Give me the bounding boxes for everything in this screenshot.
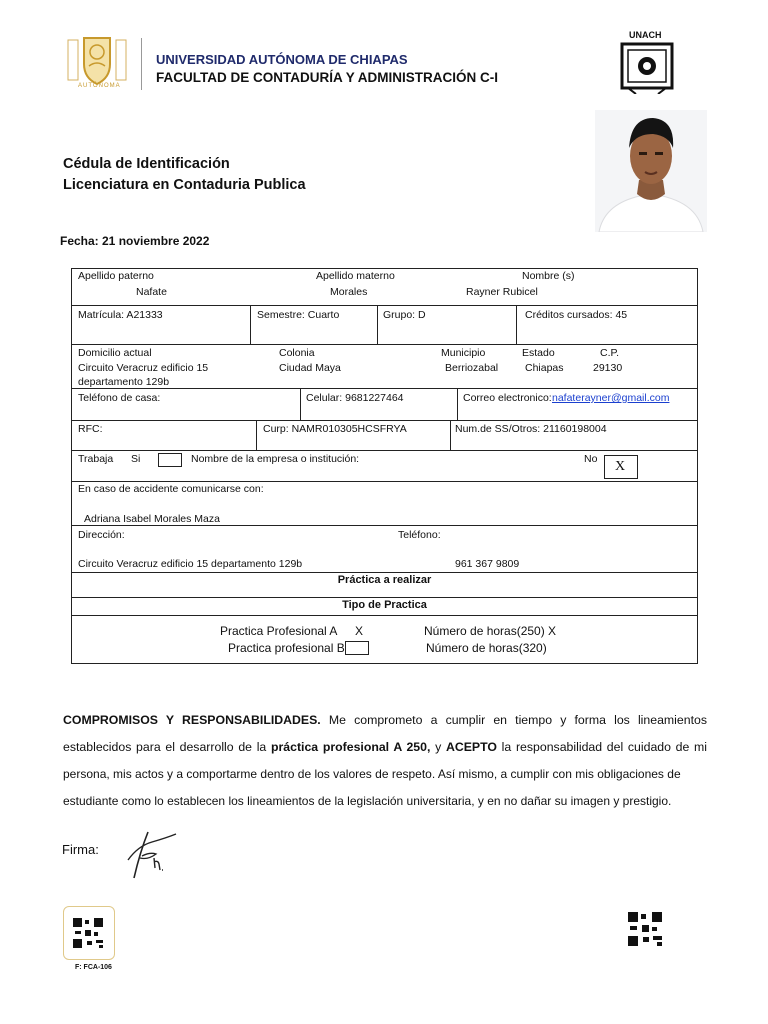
nombre-value: Rayner Rubicel bbox=[466, 286, 538, 298]
commitment-line-1 bbox=[63, 707, 707, 734]
footer-code: F: FCA-106 bbox=[75, 964, 112, 971]
apellido-paterno-label: Apellido paterno bbox=[78, 270, 154, 282]
university-name: UNIVERSIDAD AUTÓNOMA DE CHIAPAS bbox=[156, 52, 408, 67]
municipio-label: Municipio bbox=[441, 347, 486, 359]
rfc-field: RFC: bbox=[78, 423, 103, 435]
telefono-label: Teléfono: bbox=[398, 529, 441, 541]
accidente-label: En caso de accidente comunicarse con: bbox=[78, 483, 264, 495]
apellido-paterno-value: Nafate bbox=[136, 286, 167, 298]
trabaja-label: Trabaja bbox=[78, 453, 114, 465]
telefono-casa-field: Teléfono de casa: bbox=[78, 392, 161, 404]
footer-right-qr-icon bbox=[628, 912, 662, 946]
practica-header: Práctica a realizar bbox=[337, 574, 432, 586]
domicilio-line1: Circuito Veracruz edificio 15 bbox=[78, 362, 209, 374]
commitment-line-3: persona, mis actos y a comportarme dentro de los valores de respeto. Así mismo, a cumplir con mis obligaciones de bbox=[63, 767, 681, 781]
celular-field: Celular: 9681227464 bbox=[306, 392, 404, 404]
creditos-field: Créditos cursados: 45 bbox=[525, 309, 628, 321]
no-label: No bbox=[584, 453, 598, 465]
commitment-practica: práctica profesional A 250, bbox=[270, 740, 431, 754]
program-title: Licenciatura en Contaduria Publica bbox=[63, 177, 306, 193]
left-logo-caption: AUTÓNOMA bbox=[78, 83, 121, 89]
practica-b-checkbox[interactable] bbox=[345, 641, 369, 655]
signature-label: Firma: bbox=[62, 842, 99, 857]
direccion-value: Circuito Veracruz edificio 15 departamento 129b bbox=[78, 558, 303, 570]
si-label: Si bbox=[131, 453, 141, 465]
cp-value: 29130 bbox=[593, 362, 623, 374]
apellido-materno-value: Morales bbox=[330, 286, 368, 298]
university-shield-logo bbox=[64, 34, 130, 94]
no-checkbox-mark: X bbox=[615, 459, 626, 474]
form-date: Fecha: 21 noviembre 2022 bbox=[60, 234, 210, 248]
num-ss-field: Num.de SS/Otros: 21160198004 bbox=[455, 423, 607, 435]
grupo-field: Grupo: D bbox=[383, 309, 426, 321]
horas-b-label: Número de horas(320) bbox=[426, 641, 547, 655]
no-checkbox[interactable] bbox=[604, 455, 638, 479]
footer-left-qr-icon bbox=[73, 918, 103, 948]
commitment-text-2c: y bbox=[430, 740, 446, 754]
student-photo bbox=[595, 110, 707, 232]
telefono-value: 961 367 9809 bbox=[455, 558, 520, 570]
empresa-label: Nombre de la empresa o institución: bbox=[191, 453, 360, 465]
commitment-line-4: estudiante como lo establecen los lineamientos de la legislación universitaria, y en no dañar su imagen y prestigio. bbox=[63, 794, 672, 808]
cp-label: C.P. bbox=[600, 347, 620, 359]
colonia-value: Ciudad Maya bbox=[279, 362, 341, 374]
commitment-text-2a: establecidos para el desarrollo de la bbox=[63, 740, 271, 754]
header-divider bbox=[141, 38, 142, 90]
si-checkbox[interactable] bbox=[158, 453, 182, 467]
commitment-text-2e: la responsabilidad del cuidado de mi bbox=[496, 740, 708, 754]
commitment-text-1: Me comprometo a cumplir en tiempo y forma los lineamientos bbox=[320, 713, 707, 727]
correo-link[interactable]: nafaterayner@gmail.com bbox=[552, 392, 670, 404]
estado-label: Estado bbox=[522, 347, 555, 359]
practica-b-label: Practica profesional B bbox=[228, 641, 345, 655]
direccion-label: Dirección: bbox=[78, 529, 125, 541]
commitment-acepto: ACEPTO bbox=[445, 740, 497, 754]
apellido-materno-label: Apellido materno bbox=[316, 270, 395, 282]
commitment-line-2 bbox=[63, 734, 707, 761]
tipo-practica-header: Tipo de Practica bbox=[342, 599, 427, 611]
unach-logo-text: UNACH bbox=[629, 30, 662, 40]
contacto-value: Adriana Isabel Morales Maza bbox=[84, 513, 220, 525]
practica-a-mark: X bbox=[355, 624, 364, 638]
commitment-paragraph bbox=[63, 707, 707, 815]
handwritten-signature bbox=[124, 828, 184, 880]
semestre-field: Semestre: Cuarto bbox=[257, 309, 340, 321]
colonia-label: Colonia bbox=[279, 347, 315, 359]
document-title: Cédula de Identificación bbox=[63, 156, 230, 172]
correo-label: Correo electronico: bbox=[463, 392, 552, 404]
domicilio-line2: departamento 129b bbox=[78, 376, 170, 388]
curp-field: Curp: NAMR010305HCSFRYA bbox=[263, 423, 407, 435]
nombre-label: Nombre (s) bbox=[522, 270, 575, 282]
horas-a-label: Número de horas(250) X bbox=[424, 624, 557, 638]
municipio-value: Berriozabal bbox=[445, 362, 499, 374]
estado-value: Chiapas bbox=[525, 362, 564, 374]
domicilio-label: Domicilio actual bbox=[78, 347, 152, 359]
practica-a-label: Practica Profesional A bbox=[220, 624, 338, 638]
commitment-lead: COMPROMISOS Y RESPONSABILIDADES. bbox=[63, 713, 321, 727]
unach-logo bbox=[616, 30, 678, 96]
faculty-name: FACULTAD DE CONTADURÍA Y ADMINISTRACIÓN C-I bbox=[156, 70, 498, 85]
matricula-field: Matrícula: A21333 bbox=[78, 309, 163, 321]
footer-qr-badge bbox=[63, 906, 115, 960]
